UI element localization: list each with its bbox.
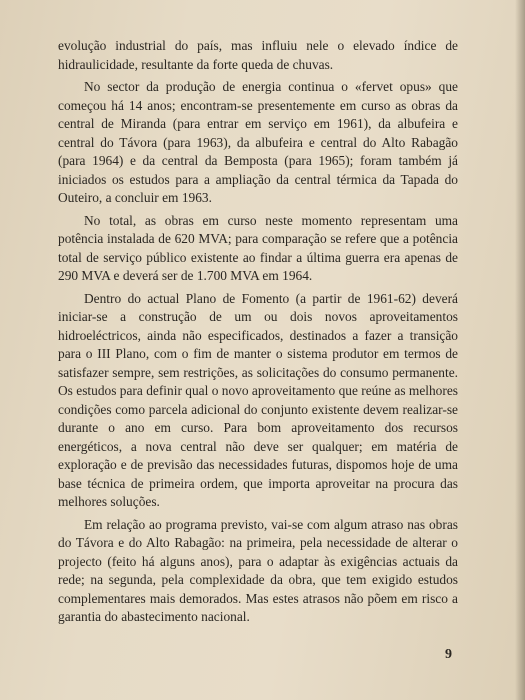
page-number: 9 — [445, 647, 452, 662]
body-text — [58, 37, 458, 631]
page-edge-shadow — [515, 0, 525, 700]
paragraph: Em relação ao programa previsto, vai-se com algum atraso nas obras do Távora e do Alto Rabagão: na primeira, pela necessidade de alterar o projecto (feito há alguns anos), para o adaptar às exigências actuais da rede; na segunda, pela complexidade da obra, que tem exigido estudos complementares mais demorados. Mas estes atrasos não põem em risco a garantia do abastecimento nacional. — [58, 516, 458, 624]
paragraph: evolução industrial do país, mas influiu nele o elevado índice de hidraulicidade, resultante da forte queda de chuvas. — [58, 38, 458, 72]
paragraph: Dentro do actual Plano de Fomento (a partir de 1961-62) deverá iniciar-se a construção de um ou dois novos aproveitamentos hidroeléctricos, ainda não especificados, destinados a fazer a transição para o III Plano, com o fim de manter o sistema produtor em termos de satisfazer sempre, sem restrições, as solicitações do consumo permanente. Os estudos para definir qual o novo aproveitamento que reúne as melhores condições como parcela adicional do conjunto existente devem realizar-se durante o ano em curso. Para bom aproveitamento dos recursos energéticos, a nova central não deve ser qualquer; em matéria de exploração e de previsão das necessidades futuras, dispomos hoje de uma base técnica de primeira ordem, que importa aproveitar na procura das melhores soluções. — [58, 290, 458, 509]
paragraph: No sector da produção de energia continua o «fervet opus» que começou há 14 anos; encontram-se presentemente em curso as obras da central de Miranda (para entrar em serviço em 1961), da albufeira e central do Távora (para 1963), da albufeira e central do Alto Rabagão (para 1964) e da central da Bemposta (para 1965); foram também já iniciados os estudos para a ampliação da central térmica da Tapada do Outeiro, a concluir em 1963. — [58, 79, 458, 205]
paragraph: No total, as obras em curso neste momento representam uma potência instalada de 620 MVA; para comparação se refere que a potência total de serviço público existente ao findar a última guerra era apenas de 290 MVA e deverá ser de 1.700 MVA em 1964. — [58, 212, 458, 283]
